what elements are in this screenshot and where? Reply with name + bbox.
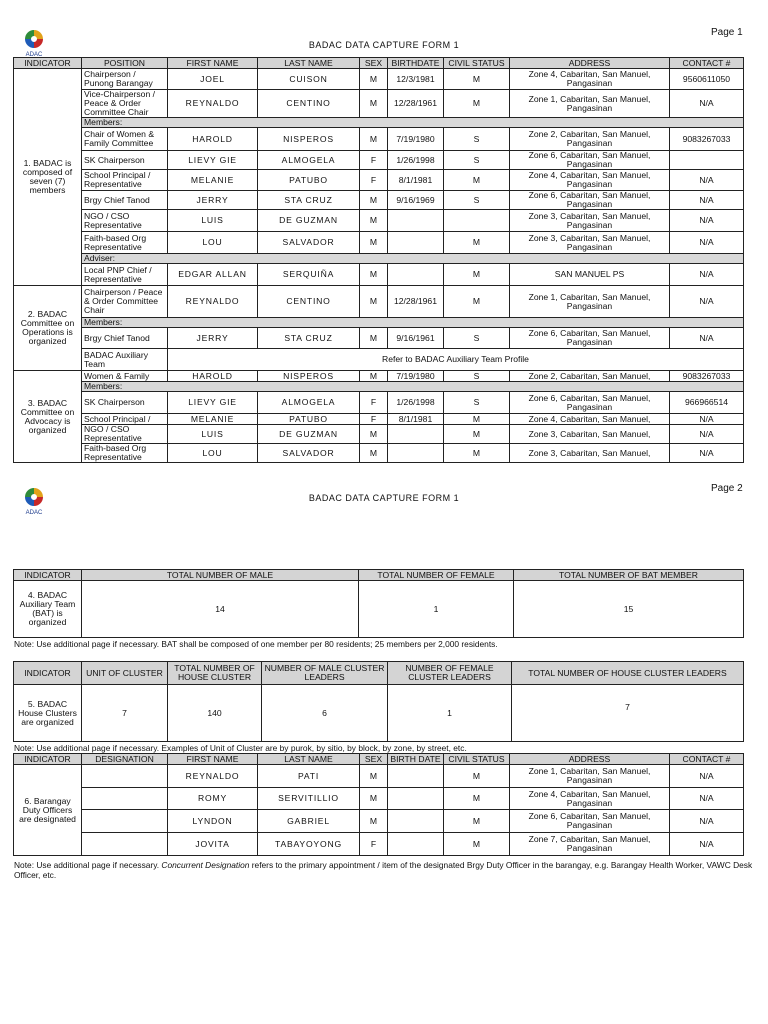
logo-text: ADAC xyxy=(25,52,43,58)
birthdate-cell xyxy=(388,264,444,286)
civil-status-cell: M xyxy=(444,69,510,90)
position-cell: Vice-Chairperson / Peace & Order Committee Chair xyxy=(82,90,168,118)
section-label-row xyxy=(14,318,744,328)
contact-cell: N/A xyxy=(670,90,744,118)
sex-cell: M xyxy=(360,444,388,463)
table-row xyxy=(14,232,744,254)
sex-cell: M xyxy=(360,788,388,810)
birthdate-cell: 8/1/1981 xyxy=(388,414,444,425)
table-row xyxy=(14,264,744,286)
address-cell: Zone 3, Cabaritan, San Manuel, xyxy=(510,425,670,444)
first-name-cell: JOEL xyxy=(168,69,258,90)
t5-header-female: NUMBER OF FEMALE CLUSTER LEADERS xyxy=(388,662,512,685)
position-cell: SK Chairperson xyxy=(82,151,168,170)
first-name-cell: REYNALDO xyxy=(168,286,258,318)
sex-cell: M xyxy=(360,232,388,254)
contact-cell: N/A xyxy=(670,444,744,463)
last-name-cell: TABAYOYONG xyxy=(258,833,360,856)
t5-unit: 7 xyxy=(82,685,168,742)
first-name-cell: LOU xyxy=(168,444,258,463)
table-row xyxy=(14,685,744,742)
civil-status-cell: M xyxy=(444,788,510,810)
civil-status-cell: M xyxy=(444,444,510,463)
last-name-cell: SALVADOR xyxy=(258,444,360,463)
contact-cell: N/A xyxy=(670,328,744,349)
first-name-cell: MELANIE xyxy=(168,170,258,191)
table-row xyxy=(14,371,744,382)
address-cell: Zone 4, Cabaritan, San Manuel, Pangasinan xyxy=(510,788,670,810)
t4-header-total: TOTAL NUMBER OF BAT MEMBER xyxy=(514,570,744,581)
last-name-cell: SERQUIÑA xyxy=(258,264,360,286)
t4-header-indicator: INDICATOR xyxy=(14,570,82,581)
contact-cell: N/A xyxy=(670,170,744,191)
first-name-cell: HAROLD xyxy=(168,128,258,151)
sex-cell: M xyxy=(360,371,388,382)
table-header-row xyxy=(14,58,744,69)
last-name-cell: PATUBO xyxy=(258,170,360,191)
designation-cell xyxy=(82,833,168,856)
t5-male: 6 xyxy=(262,685,388,742)
table-row xyxy=(14,328,744,349)
t4-note: Note: Use additional page if necessary. BAT shall be composed of one member per 80 residents; 25 members per 2,000 residents. xyxy=(14,639,498,649)
first-name-cell: JERRY xyxy=(168,328,258,349)
sex-cell: M xyxy=(360,765,388,788)
table-row xyxy=(14,170,744,191)
birthdate-cell: 12/28/1961 xyxy=(388,90,444,118)
table-row xyxy=(14,444,744,463)
header-birthdate: BIRTHDATE xyxy=(388,58,444,69)
civil-status-cell: M xyxy=(444,765,510,788)
contact-cell: N/A xyxy=(670,286,744,318)
contact-cell: N/A xyxy=(670,425,744,444)
header-sex: SEX xyxy=(360,58,388,69)
t6-note-b: refers to the primary appointment / item of the designated Brgy Duty Officer in the barangay, e.g. Barangay Health Worker, VAWC Desk Officer, etc. xyxy=(14,860,753,880)
birthdate-cell xyxy=(388,232,444,254)
address-cell: Zone 3, Cabaritan, San Manuel, Pangasinan xyxy=(510,232,670,254)
indicator-2: 2. BADAC Committee on Operations is organized xyxy=(14,286,82,371)
position-cell: Chairperson / Punong Barangay xyxy=(82,69,168,90)
position-cell: Faith-based Org Representative xyxy=(82,444,168,463)
section-label-row xyxy=(14,382,744,392)
first-name-cell: LUIS xyxy=(168,425,258,444)
position-cell: Women & Family xyxy=(82,371,168,382)
position-cell: Chair of Women & Family Committee xyxy=(82,128,168,151)
position-cell: Faith-based Org Representative xyxy=(82,232,168,254)
logo-text: ADAC xyxy=(25,510,43,516)
position-cell: Chairperson / Peace & Order Committee Chair xyxy=(82,286,168,318)
t6-header-last-name: LAST NAME xyxy=(258,754,360,765)
t5-clusters: 140 xyxy=(168,685,262,742)
civil-status-cell: M xyxy=(444,414,510,425)
sex-cell: M xyxy=(360,128,388,151)
position-cell: Brgy Chief Tanod xyxy=(82,191,168,210)
first-name-cell: REYNALDO xyxy=(168,90,258,118)
indicator-1: 1. BADAC is composed of seven (7) members xyxy=(14,69,82,286)
last-name-cell: CENTINO xyxy=(258,90,360,118)
t5-header-total: TOTAL NUMBER OF HOUSE CLUSTER LEADERS xyxy=(512,662,744,685)
sex-cell: M xyxy=(360,90,388,118)
civil-status-cell: M xyxy=(444,286,510,318)
table-row xyxy=(14,286,744,318)
contact-cell: 9560611050 xyxy=(670,69,744,90)
position-cell: School Principal / xyxy=(82,414,168,425)
t5-header-male: NUMBER OF MALE CLUSTER LEADERS xyxy=(262,662,388,685)
t4-female: 1 xyxy=(359,581,514,638)
birthdate-cell xyxy=(388,810,444,833)
t5-header-unit: UNIT OF CLUSTER xyxy=(82,662,168,685)
contact-cell xyxy=(670,151,744,170)
address-cell: Zone 3, Cabaritan, San Manuel, Pangasinan xyxy=(510,210,670,232)
last-name-cell: DE GUZMAN xyxy=(258,210,360,232)
section-label-row xyxy=(14,118,744,128)
sex-cell: M xyxy=(360,210,388,232)
indicator-6: 6. Barangay Duty Officers are designated xyxy=(14,765,82,856)
address-cell: Zone 6, Cabaritan, San Manuel, Pangasinan xyxy=(510,810,670,833)
t4-indicator: 4. BADAC Auxiliary Team (BAT) is organized xyxy=(14,581,82,638)
civil-status-cell: S xyxy=(444,151,510,170)
t6-header-civil-status: CIVIL STATUS xyxy=(444,754,510,765)
position-cell: NGO / CSO Representative xyxy=(82,425,168,444)
t6-note-a: Note: Use additional page if necessary. xyxy=(14,860,162,870)
contact-cell: N/A xyxy=(670,232,744,254)
table-row xyxy=(14,69,744,90)
last-name-cell: GABRIEL xyxy=(258,810,360,833)
address-cell: Zone 2, Cabaritan, San Manuel, xyxy=(510,371,670,382)
address-cell: Zone 4, Cabaritan, San Manuel, Pangasinan xyxy=(510,170,670,191)
designation-cell xyxy=(82,810,168,833)
position-cell: SK Chairperson xyxy=(82,392,168,414)
table-row xyxy=(14,810,744,833)
civil-status-cell: S xyxy=(444,191,510,210)
sex-cell: M xyxy=(360,810,388,833)
address-cell: Zone 2, Cabaritan, San Manuel, Pangasinan xyxy=(510,128,670,151)
table-row xyxy=(14,392,744,414)
sex-cell: M xyxy=(360,191,388,210)
first-name-cell: MELANIE xyxy=(168,414,258,425)
table-row xyxy=(14,151,744,170)
designation-cell xyxy=(82,788,168,810)
table-row xyxy=(14,414,744,425)
last-name-cell: SERVITILLIO xyxy=(258,788,360,810)
birthdate-cell xyxy=(388,444,444,463)
civil-status-cell: S xyxy=(444,371,510,382)
last-name-cell: PATUBO xyxy=(258,414,360,425)
civil-status-cell: M xyxy=(444,170,510,191)
first-name-cell: REYNALDO xyxy=(168,765,258,788)
last-name-cell: ALMOGELA xyxy=(258,151,360,170)
first-name-cell: ROMY xyxy=(168,788,258,810)
birthdate-cell: 1/26/1998 xyxy=(388,151,444,170)
contact-cell: N/A xyxy=(670,788,744,810)
last-name-cell: NISPEROS xyxy=(258,371,360,382)
contact-cell: N/A xyxy=(670,264,744,286)
sex-cell: M xyxy=(360,264,388,286)
sex-cell: F xyxy=(360,833,388,856)
position-cell: School Principal / Representative xyxy=(82,170,168,191)
birthdate-cell: 7/19/1980 xyxy=(388,371,444,382)
header-position: POSITION xyxy=(82,58,168,69)
t4-header-male: TOTAL NUMBER OF MALE xyxy=(82,570,359,581)
position-cell: Local PNP Chief / Representative xyxy=(82,264,168,286)
table-row xyxy=(14,90,744,118)
civil-status-cell: M xyxy=(444,90,510,118)
position-cell: Brgy Chief Tanod xyxy=(82,328,168,349)
sex-cell: M xyxy=(360,425,388,444)
t6-note-em: Concurrent Designation xyxy=(161,860,250,870)
birthdate-cell: 9/16/1969 xyxy=(388,191,444,210)
address-cell: Zone 7, Cabaritan, San Manuel, Pangasinan xyxy=(510,833,670,856)
civil-status-cell: M xyxy=(444,833,510,856)
address-cell: SAN MANUEL PS xyxy=(510,264,670,286)
sex-cell: F xyxy=(360,151,388,170)
address-cell: Zone 6, Cabaritan, San Manuel, Pangasinan xyxy=(510,191,670,210)
table-row xyxy=(14,788,744,810)
birthdate-cell: 12/28/1961 xyxy=(388,286,444,318)
birthdate-cell: 7/19/1980 xyxy=(388,128,444,151)
house-cluster-table xyxy=(13,661,744,742)
table-row xyxy=(14,210,744,232)
t6-header-designation: DESIGNATION xyxy=(82,754,168,765)
t6-note xyxy=(14,860,754,880)
first-name-cell: EDGAR ALLAN xyxy=(168,264,258,286)
header-indicator: INDICATOR xyxy=(14,58,82,69)
position-cell: NGO / CSO Representative xyxy=(82,210,168,232)
reference-cell: Refer to BADAC Auxiliary Team Profile xyxy=(168,349,744,371)
last-name-cell: CENTINO xyxy=(258,286,360,318)
address-cell: Zone 1, Cabaritan, San Manuel, Pangasinan xyxy=(510,286,670,318)
address-cell: Zone 6, Cabaritan, San Manuel, Pangasinan xyxy=(510,392,670,414)
civil-status-cell: M xyxy=(444,232,510,254)
t6-header-address: ADDRESS xyxy=(510,754,670,765)
header-address: ADDRESS xyxy=(510,58,670,69)
civil-status-cell: M xyxy=(444,264,510,286)
address-cell: Zone 6, Cabaritan, San Manuel, Pangasinan xyxy=(510,328,670,349)
first-name-cell: LYNDON xyxy=(168,810,258,833)
sex-cell: F xyxy=(360,414,388,425)
last-name-cell: SALVADOR xyxy=(258,232,360,254)
contact-cell: N/A xyxy=(670,210,744,232)
birthdate-cell xyxy=(388,765,444,788)
sex-cell: F xyxy=(360,170,388,191)
contact-cell: N/A xyxy=(670,810,744,833)
t5-total: 7 xyxy=(512,685,744,742)
address-cell: Zone 1, Cabaritan, San Manuel, Pangasinan xyxy=(510,765,670,788)
table-row xyxy=(14,191,744,210)
sex-cell: M xyxy=(360,328,388,349)
first-name-cell: JERRY xyxy=(168,191,258,210)
first-name-cell: LIEVY GIE xyxy=(168,151,258,170)
sex-cell: F xyxy=(360,392,388,414)
table-row xyxy=(14,349,744,371)
first-name-cell: LUIS xyxy=(168,210,258,232)
last-name-cell: CUISON xyxy=(258,69,360,90)
civil-status-cell: M xyxy=(444,425,510,444)
address-cell: Zone 1, Cabaritan, San Manuel, Pangasinan xyxy=(510,90,670,118)
last-name-cell: NISPEROS xyxy=(258,128,360,151)
t6-header-indicator: INDICATOR xyxy=(14,754,82,765)
last-name-cell: STA CRUZ xyxy=(258,191,360,210)
address-cell: Zone 4, Cabaritan, San Manuel, xyxy=(510,414,670,425)
header-civil-status: CIVIL STATUS xyxy=(444,58,510,69)
designation-cell xyxy=(82,765,168,788)
first-name-cell: LOU xyxy=(168,232,258,254)
first-name-cell: JOVITA xyxy=(168,833,258,856)
header-last-name: LAST NAME xyxy=(258,58,360,69)
t6-header-sex: SEX xyxy=(360,754,388,765)
t6-header-first-name: FIRST NAME xyxy=(168,754,258,765)
indicator-3: 3. BADAC Committee on Advocacy is organized xyxy=(14,371,82,463)
bat-table xyxy=(13,569,744,638)
position-cell: BADAC Auxiliary Team xyxy=(82,349,168,371)
birthdate-cell: 12/3/1981 xyxy=(388,69,444,90)
table-row xyxy=(14,581,744,638)
table-row xyxy=(14,425,744,444)
page-number: Page 1 xyxy=(711,27,743,38)
t4-total: 15 xyxy=(514,581,744,638)
civil-status-cell xyxy=(444,210,510,232)
last-name-cell: DE GUZMAN xyxy=(258,425,360,444)
section-label: Members: xyxy=(82,318,744,328)
header-contact: CONTACT # xyxy=(670,58,744,69)
t5-note: Note: Use additional page if necessary. Examples of Unit of Cluster are by purok, by sitio, by block, by zone, by street, etc. xyxy=(14,743,467,753)
sex-cell: M xyxy=(360,286,388,318)
civil-status-cell: S xyxy=(444,392,510,414)
section-label: Members: xyxy=(82,382,744,392)
duty-officers-table xyxy=(13,753,744,856)
first-name-cell: LIEVY GIE xyxy=(168,392,258,414)
form-title-2: BADAC DATA CAPTURE FORM 1 xyxy=(308,493,460,503)
civil-status-cell: S xyxy=(444,128,510,151)
address-cell: Zone 4, Cabaritan, San Manuel, Pangasinan xyxy=(510,69,670,90)
first-name-cell: HAROLD xyxy=(168,371,258,382)
birthdate-cell: 9/16/1961 xyxy=(388,328,444,349)
contact-cell: N/A xyxy=(670,765,744,788)
last-name-cell: STA CRUZ xyxy=(258,328,360,349)
birthdate-cell xyxy=(388,425,444,444)
address-cell: Zone 6, Cabaritan, San Manuel, Pangasinan xyxy=(510,151,670,170)
t5-indicator: 5. BADAC House Clusters are organized xyxy=(14,685,82,742)
birthdate-cell: 8/1/1981 xyxy=(388,170,444,191)
civil-status-cell: M xyxy=(444,810,510,833)
contact-cell: N/A xyxy=(670,414,744,425)
contact-cell: 9083267033 xyxy=(670,371,744,382)
table-row xyxy=(14,833,744,856)
t5-header-clusters: TOTAL NUMBER OF HOUSE CLUSTER xyxy=(168,662,262,685)
t5-header-indicator: INDICATOR xyxy=(14,662,82,685)
last-name-cell: ALMOGELA xyxy=(258,392,360,414)
address-cell: Zone 3, Cabaritan, San Manuel, xyxy=(510,444,670,463)
last-name-cell: PATI xyxy=(258,765,360,788)
badac-members-table xyxy=(13,57,744,463)
page-number-2: Page 2 xyxy=(711,483,743,494)
contact-cell: 966966514 xyxy=(670,392,744,414)
birthdate-cell xyxy=(388,210,444,232)
sex-cell: M xyxy=(360,69,388,90)
section-label: Adviser: xyxy=(82,254,744,264)
t5-female: 1 xyxy=(388,685,512,742)
contact-cell: N/A xyxy=(670,833,744,856)
birthdate-cell xyxy=(388,788,444,810)
section-label: Members: xyxy=(82,118,744,128)
form-title: BADAC DATA CAPTURE FORM 1 xyxy=(308,40,460,50)
section-label-row xyxy=(14,254,744,264)
birthdate-cell: 1/26/1998 xyxy=(388,392,444,414)
contact-cell: N/A xyxy=(670,191,744,210)
t4-male: 14 xyxy=(82,581,359,638)
header-first-name: FIRST NAME xyxy=(168,58,258,69)
table-row xyxy=(14,765,744,788)
table-row xyxy=(14,128,744,151)
t6-header-birthdate: BIRTH DATE xyxy=(388,754,444,765)
contact-cell: 9083267033 xyxy=(670,128,744,151)
birthdate-cell xyxy=(388,833,444,856)
civil-status-cell: S xyxy=(444,328,510,349)
t6-header-contact: CONTACT # xyxy=(670,754,744,765)
t4-header-female: TOTAL NUMBER OF FEMALE xyxy=(359,570,514,581)
